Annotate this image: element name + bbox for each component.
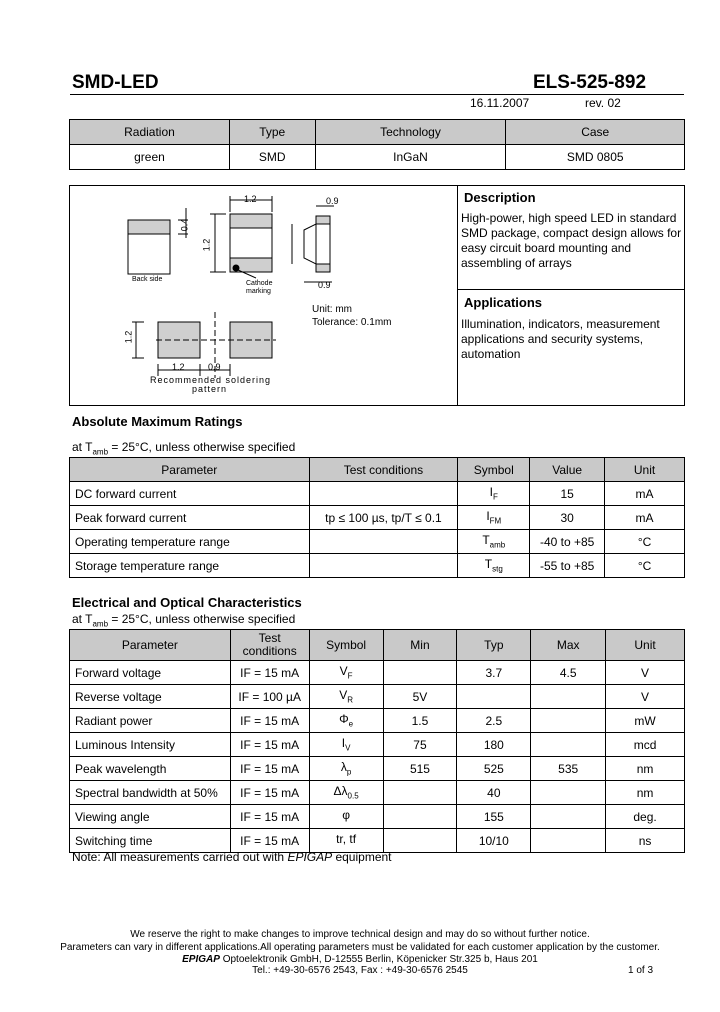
table-row: Peak forward current tp ≤ 100 µs, tp/T ≤ 0.1 $I_{FM}$ 30 mA: [70, 506, 685, 530]
eoc-cell-sym: $V_R$: [309, 685, 383, 709]
eoc-cell-param: Viewing angle: [70, 805, 231, 829]
amr-col-header: Parameter: [70, 458, 310, 482]
pad-dim-label: 0.9: [208, 362, 221, 372]
eoc-cell-sym: $V_F$: [309, 661, 383, 685]
dim-label: 1.2: [201, 238, 212, 252]
eoc-cell-max: [531, 709, 606, 733]
amr-col-header: Value: [530, 458, 605, 482]
eoc-cell-param: Reverse voltage: [70, 685, 231, 709]
eoc-heading: Electrical and Optical Characteristics: [72, 595, 302, 610]
eoc-cell-min: 5V: [383, 685, 457, 709]
eoc-cell-sym: $I_V$: [309, 733, 383, 757]
eoc-cell-max: 535: [531, 757, 606, 781]
unit-note: Unit: mm: [312, 304, 352, 315]
amr-col-header: Unit: [605, 458, 685, 482]
eoc-cell-max: [531, 781, 606, 805]
eoc-cell-typ: [457, 685, 531, 709]
eoc-cell-param: Spectral bandwidth at 50%: [70, 781, 231, 805]
eoc-cell-min: [383, 781, 457, 805]
table-row: [70, 781, 685, 805]
eoc-cell-min: 515: [383, 757, 457, 781]
eoc-cell-min: 75: [383, 733, 457, 757]
footer-contact: Tel.: +49-30-6576 2543, Fax : +49-30-6576 2545: [252, 965, 468, 976]
eoc-cell-unit: V: [606, 685, 685, 709]
eoc-cell-cond: IF = 15 mA: [230, 805, 309, 829]
amr-heading: Absolute Maximum Ratings: [72, 414, 243, 429]
eoc-cell-max: [531, 733, 606, 757]
eoc-cell-param: Peak wavelength: [70, 757, 231, 781]
eoc-cell-unit: mW: [606, 709, 685, 733]
eoc-cell-sym: φ: [309, 805, 383, 829]
header-rule: [70, 94, 684, 95]
eoc-cell-typ: 2.5: [457, 709, 531, 733]
footer-address: EPIGAP Optoelektronik GmbH, D-12555 Berlin, Köpenicker Str.325 b, Haus 201: [182, 954, 538, 965]
page-number: 1 of 3: [628, 965, 654, 976]
eoc-cell-min: [383, 805, 457, 829]
side-lens: [304, 224, 316, 264]
table-row: [70, 757, 685, 781]
eoc-cell-cond: IF = 15 mA: [230, 733, 309, 757]
eoc-col-header: Min: [383, 630, 457, 661]
summary-value: SMD 0805: [506, 145, 685, 170]
dim-label: 0.4: [179, 218, 190, 232]
eoc-cell-max: [531, 829, 606, 853]
eoc-cell-unit: ns: [606, 829, 685, 853]
eoc-cell-cond: IF = 15 mA: [230, 757, 309, 781]
footer-parameters: Parameters can vary in different applications.All operating parameters must be validated for each customer application by the customer.: [60, 942, 660, 953]
table-row: Operating temperature range $T_{amb}$ -40 to +85 °C: [70, 530, 685, 554]
eoc-col-header: Parameter: [70, 630, 231, 661]
amr-col-header: Test conditions: [309, 458, 458, 482]
applications-text: Illumination, indicators, measurement applications and security systems, automation: [461, 317, 660, 361]
part-number: ELS-525-892: [533, 72, 647, 93]
eoc-cell-unit: deg.: [606, 805, 685, 829]
table-row: [70, 829, 685, 853]
eoc-cell-cond: IF = 15 mA: [230, 829, 309, 853]
pad-dim-label: 1.2: [123, 330, 134, 344]
eoc-col-header: Test conditions: [230, 630, 309, 661]
eoc-cell-param: Radiant power: [70, 709, 231, 733]
amr-conditions: at $T_{amb} = 25^\circ C$, unless otherwise specified: [72, 440, 296, 457]
eoc-col-header: Typ: [457, 630, 531, 661]
eoc-cell-max: 4.5: [531, 661, 606, 685]
eoc-cell-cond: IF = 100 µA: [230, 685, 309, 709]
summary-header: Case: [506, 120, 685, 145]
pad-dim-label: 1.2: [172, 362, 185, 372]
description-text: High-power, high speed LED in standard SMD package, compact design allows for easy circuit board mounting and assembling of arrays: [461, 211, 682, 270]
summary-header: Radiation: [70, 120, 230, 145]
eoc-cell-cond: IF = 15 mA: [230, 781, 309, 805]
eoc-cell-sym: $\Delta\lambda_{0.5}$: [309, 781, 383, 805]
summary-table: [69, 119, 685, 170]
eoc-cell-typ: 40: [457, 781, 531, 805]
table-row: [70, 733, 685, 757]
doc-revision: rev. 02: [585, 96, 621, 110]
eoc-cell-param: Switching time: [70, 829, 231, 853]
tolerance-note: Tolerance: 0.1mm: [312, 317, 392, 328]
eoc-conditions: at $T_{amb} = 25^\circ C$, unless otherwise specified: [72, 612, 296, 629]
back-side-label: Back side: [132, 276, 163, 283]
summary-value: SMD: [229, 145, 315, 170]
eoc-cell-unit: nm: [606, 757, 685, 781]
eoc-cell-param: Luminous Intensity: [70, 733, 231, 757]
eoc-col-header: Unit: [606, 630, 685, 661]
overview-divider: [457, 185, 458, 406]
eoc-cell-max: [531, 685, 606, 709]
eoc-cell-cond: IF = 15 mA: [230, 709, 309, 733]
table-row: DC forward current $I_F$ 15 mA: [70, 482, 685, 506]
eoc-cell-typ: 180: [457, 733, 531, 757]
front-pad-top: [230, 214, 272, 228]
table-row: [70, 661, 685, 685]
doc-title: SMD-LED: [72, 72, 159, 93]
table-row: Storage temperature range $T_{stg}$ -55 to +85 °C: [70, 554, 685, 578]
amr-col-header: Symbol: [458, 458, 530, 482]
eoc-cell-cond: IF = 15 mA: [230, 661, 309, 685]
doc-date: 16.11.2007: [470, 96, 530, 110]
eoc-table: [69, 629, 685, 853]
eoc-cell-sym: $\Phi_e$: [309, 709, 383, 733]
eoc-cell-typ: 525: [457, 757, 531, 781]
eoc-cell-param: Forward voltage: [70, 661, 231, 685]
summary-header: Technology: [315, 120, 506, 145]
eoc-cell-min: [383, 661, 457, 685]
eoc-cell-unit: mcd: [606, 733, 685, 757]
back-side-pad: [128, 220, 170, 234]
pattern-label: Recommended soldering: [150, 375, 272, 385]
eoc-cell-max: [531, 805, 606, 829]
dim-label: 0.9: [318, 280, 331, 290]
table-row: [70, 805, 685, 829]
eoc-cell-typ: 155: [457, 805, 531, 829]
description-heading: Description: [464, 190, 536, 205]
measurement-note: Note: All measurements carried out with EPIGAP equipment: [72, 850, 392, 864]
eoc-cell-min: 1.5: [383, 709, 457, 733]
eoc-cell-min: [383, 829, 457, 853]
dim-label: 0.9: [326, 196, 339, 206]
cathode-marking-label: Cathode marking: [246, 280, 273, 295]
pattern-label: pattern: [192, 384, 228, 394]
overview-hdivider: [457, 289, 685, 290]
table-row: [70, 709, 685, 733]
eoc-cell-sym: tr, tf: [309, 829, 383, 853]
eoc-cell-typ: 3.7: [457, 661, 531, 685]
applications-heading: Applications: [464, 295, 543, 310]
eoc-cell-unit: V: [606, 661, 685, 685]
eoc-col-header: Max: [531, 630, 606, 661]
summary-value: green: [70, 145, 230, 170]
summary-header: Type: [229, 120, 315, 145]
eoc-cell-typ: 10/10: [457, 829, 531, 853]
table-row: [70, 685, 685, 709]
eoc-cell-unit: nm: [606, 781, 685, 805]
footer-disclaimer: We reserve the right to make changes to improve technical design and may do so without further notice.: [130, 929, 590, 940]
eoc-cell-sym: $\lambda_p$: [309, 757, 383, 781]
dim-label: 1.2: [244, 194, 257, 204]
amr-table: [69, 457, 685, 578]
eoc-col-header: Symbol: [309, 630, 383, 661]
summary-value: InGaN: [315, 145, 506, 170]
